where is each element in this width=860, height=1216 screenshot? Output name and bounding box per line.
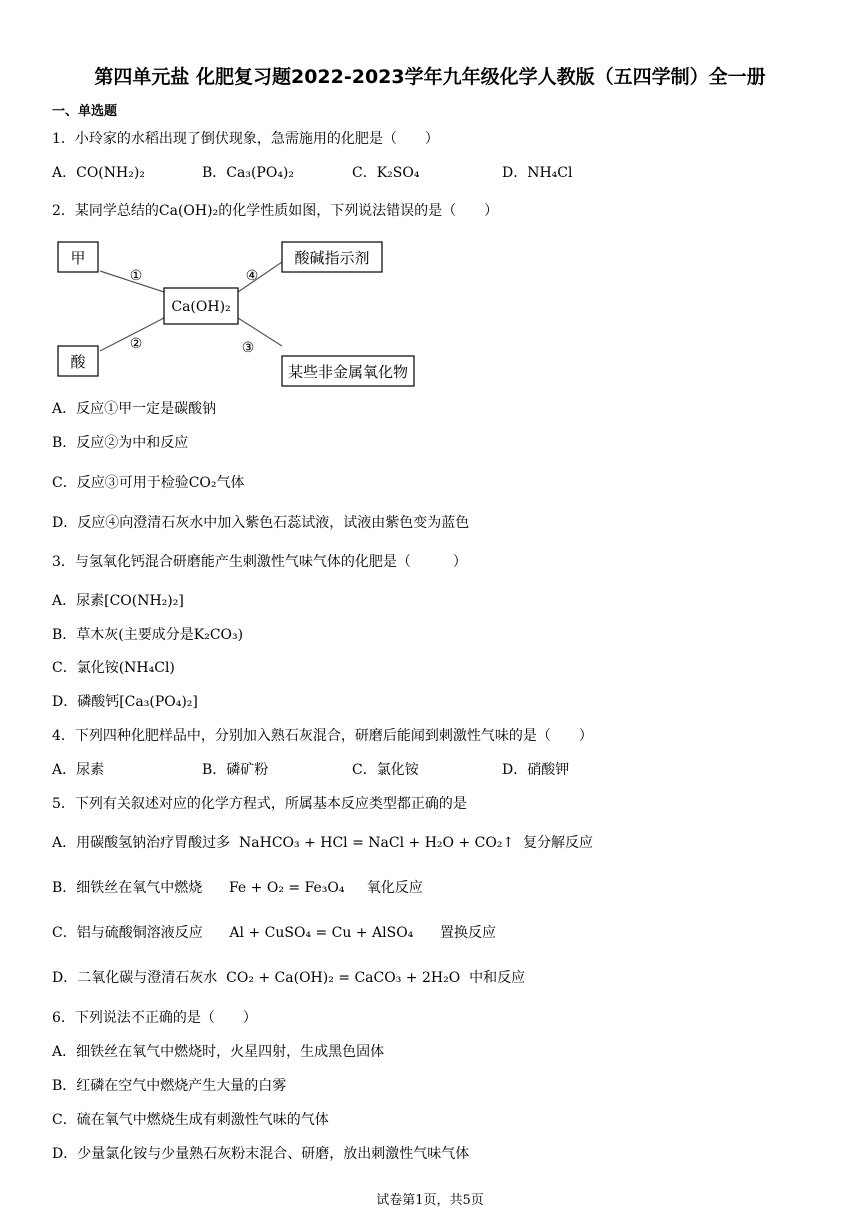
question-4-option-d: D．硝酸钾	[502, 762, 570, 778]
label-reaction-3: ③	[241, 340, 255, 356]
question-3-option-b: B．草木灰(主要成分是K₂CO₃)	[52, 627, 244, 643]
question-5-option-c: C．铝与硫酸铜溶液反应 Al + CuSO₄ = Cu + AlSO₄ 置换反应	[52, 925, 497, 941]
question-1-stem: 1．小玲家的水稻出现了倒伏现象，急需施用的化肥是（ ）	[52, 131, 439, 147]
question-4-option-c: C．氯化铵	[352, 762, 419, 778]
question-3-option-d: D．磷酸钙[Ca₃(PO₄)₂]	[52, 694, 198, 710]
question-1-option-c: C．K₂SO₄	[352, 165, 420, 181]
question-2-option-b: B．反应②为中和反应	[52, 435, 189, 451]
question-4-option-b: B．磷矿粉	[202, 762, 269, 778]
label-center: Ca(OH)₂	[171, 299, 231, 315]
question-5-option-b: B．细铁丝在氧气中燃烧 Fe + O₂ = Fe₃O₄ 氧化反应	[52, 880, 423, 896]
label-reaction-2: ②	[129, 336, 143, 352]
page-footer: 试卷第1页，共5页	[376, 1193, 484, 1208]
question-1-option-a: A．CO(NH₂)₂	[52, 165, 145, 181]
question-2-option-d: D．反应④向澄清石灰水中加入紫色石蕊试液，试液由紫色变为蓝色	[52, 515, 470, 531]
label-reaction-4: ④	[245, 268, 259, 284]
label-reaction-1: ①	[129, 268, 143, 284]
question-6-option-d: D．少量氯化铵与少量熟石灰粉末混合、研磨，放出刺激性气味气体	[52, 1146, 470, 1162]
caoh2-property-diagram	[52, 236, 432, 396]
question-1-option-b: B．Ca₃(PO₄)₂	[202, 165, 295, 181]
question-2-stem: 2．某同学总结的Ca(OH)₂的化学性质如图，下列说法错误的是（ ）	[52, 203, 499, 219]
label-oxide: 某些非金属氧化物	[287, 363, 409, 381]
question-6-option-b: B．红磷在空气中燃烧产生大量的白雾	[52, 1078, 287, 1094]
question-4-option-a: A．尿素	[52, 762, 105, 778]
page-title: 第四单元盐 化肥复习题2022-2023学年九年级化学人教版（五四学制）全一册	[94, 66, 766, 88]
question-5-option-d: D．二氧化碳与澄清石灰水 CO₂ + Ca(OH)₂ = CaCO₃ + 2H₂O 中和反应	[52, 970, 526, 986]
question-6-option-a: A．细铁丝在氧气中燃烧时，火星四射，生成黑色固体	[52, 1044, 385, 1060]
question-5-stem: 5．下列有关叙述对应的化学方程式，所属基本反应类型都正确的是	[52, 796, 467, 812]
question-3-option-c: C．氯化铵(NH₄Cl)	[52, 660, 175, 676]
section-heading: 一、单选题	[52, 104, 118, 119]
question-3-stem: 3．与氢氧化钙混合研磨能产生刺激性气味气体的化肥是（ ）	[52, 554, 467, 570]
question-5-option-a: A．用碳酸氢钠治疗胃酸过多 NaHCO₃ + HCl = NaCl + H₂O + CO₂↑ 复分解反应	[52, 835, 594, 851]
question-3-option-a: A．尿素[CO(NH₂)₂]	[52, 593, 184, 609]
label-acid: 酸	[70, 353, 86, 371]
question-2-option-a: A．反应①甲一定是碳酸钠	[52, 401, 217, 417]
question-1-option-d: D．NH₄Cl	[502, 165, 573, 181]
label-jia: 甲	[70, 249, 86, 267]
question-6-option-c: C．硫在氧气中燃烧生成有刺激性气味的气体	[52, 1112, 329, 1128]
question-6-stem: 6．下列说法不正确的是（ ）	[52, 1010, 257, 1026]
question-2-option-c: C．反应③可用于检验CO₂气体	[52, 475, 245, 491]
label-indicator: 酸碱指示剂	[294, 249, 370, 267]
question-4-stem: 4．下列四种化肥样品中，分别加入熟石灰混合，研磨后能闻到刺激性气味的是（ ）	[52, 728, 593, 744]
